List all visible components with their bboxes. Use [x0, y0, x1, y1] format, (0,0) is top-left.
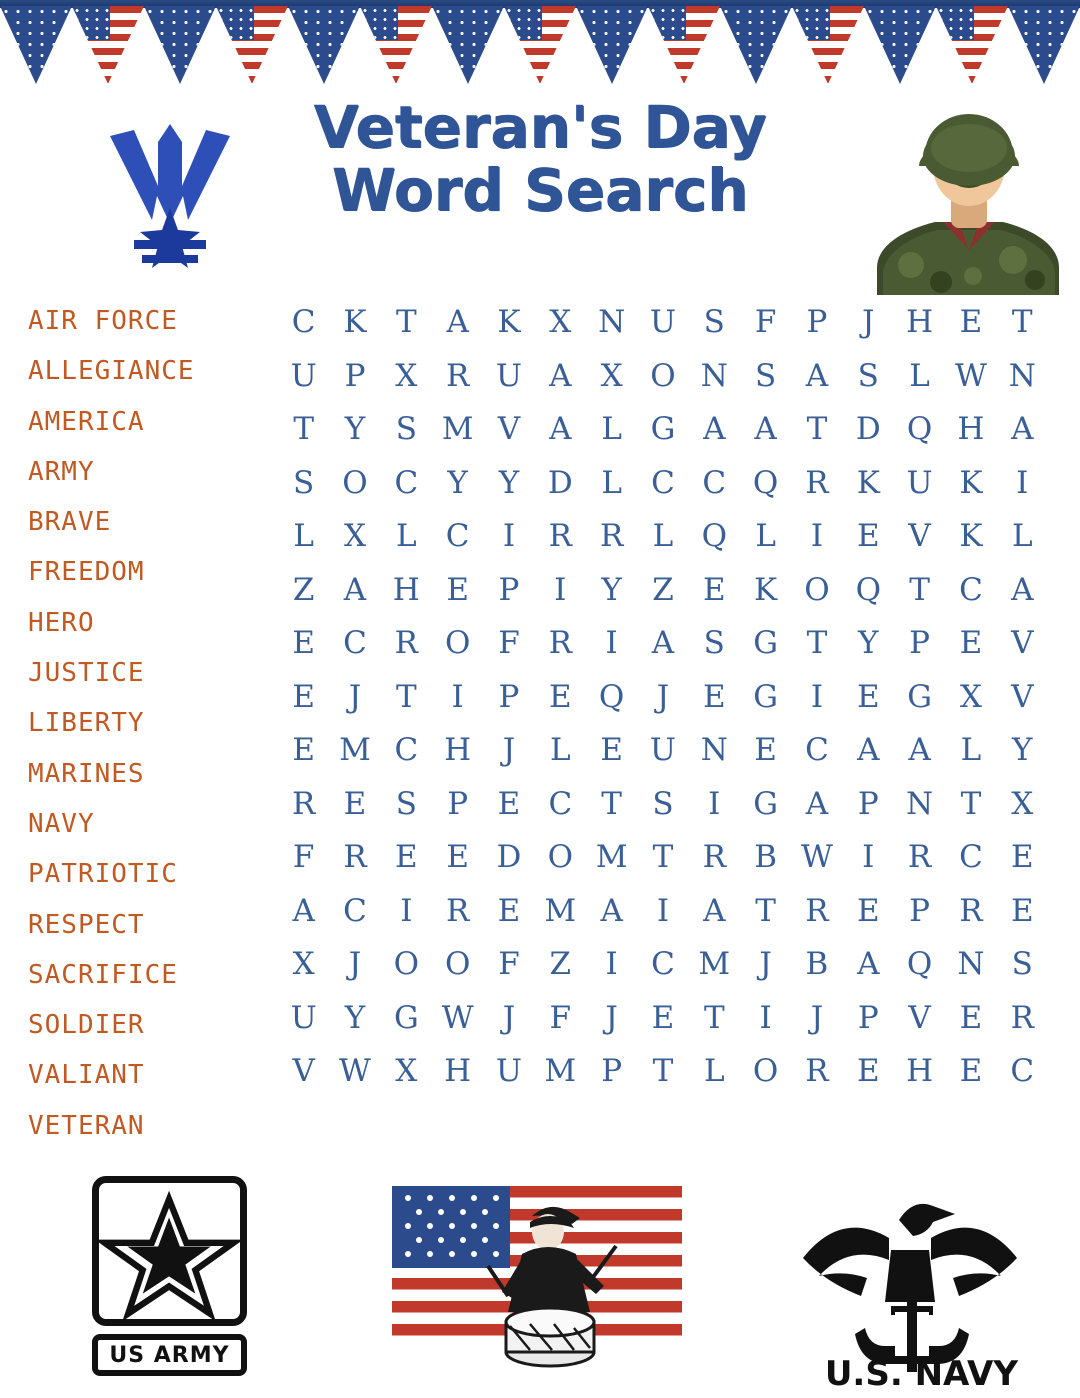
grid-cell[interactable]: X — [959, 678, 982, 715]
grid-cell[interactable]: M — [441, 411, 474, 448]
grid-cell[interactable]: Y — [601, 571, 622, 608]
grid-cell[interactable]: O — [547, 839, 574, 876]
grid-cell[interactable]: E — [292, 732, 315, 769]
grid-row — [278, 564, 1048, 618]
grid-cell[interactable]: O — [393, 946, 420, 983]
grid-cell[interactable]: O — [342, 464, 368, 501]
grid-cell[interactable]: X — [600, 357, 623, 394]
pennant-stars-icon — [288, 6, 360, 84]
grid-cell[interactable]: R — [445, 892, 470, 929]
grid-cell[interactable]: A — [703, 411, 726, 448]
grid-cell[interactable]: X — [292, 946, 315, 983]
grid-cell[interactable]: P — [447, 785, 469, 822]
grid-cell[interactable]: C — [959, 839, 983, 876]
grid-cell[interactable]: N — [906, 785, 934, 822]
grid-cell[interactable]: Y — [447, 464, 468, 501]
title-line-2: Word Search — [331, 155, 749, 224]
grid-cell[interactable]: T — [909, 571, 930, 608]
grid-cell[interactable]: T — [755, 892, 776, 929]
grid-cell[interactable]: E — [754, 732, 777, 769]
grid-cell[interactable]: V — [908, 999, 931, 1036]
grid-cell[interactable]: C — [343, 892, 367, 929]
grid-cell[interactable]: S — [857, 357, 879, 394]
grid-cell[interactable]: X — [549, 304, 572, 341]
grid-cell[interactable]: A — [805, 785, 829, 822]
grid-cell[interactable]: C — [651, 464, 675, 501]
grid-cell[interactable]: E — [395, 839, 418, 876]
grid-row — [278, 617, 1048, 671]
army-label: US ARMY — [92, 1334, 247, 1376]
grid-cell[interactable]: E — [651, 999, 675, 1036]
grid-cell[interactable]: V — [1011, 625, 1034, 662]
grid-cell[interactable]: J — [605, 999, 618, 1036]
grid-cell[interactable]: E — [497, 785, 521, 822]
grid-cell[interactable]: E — [856, 678, 880, 715]
grid-cell[interactable]: M — [698, 946, 731, 983]
pennant-flag-icon — [72, 6, 144, 84]
grid-cell[interactable]: T — [806, 411, 828, 448]
grid-cell[interactable]: F — [292, 839, 315, 876]
grid-row — [278, 724, 1048, 778]
grid-cell[interactable]: K — [754, 571, 778, 608]
grid-cell[interactable]: Q — [855, 571, 881, 608]
grid-cell[interactable]: U — [906, 464, 933, 501]
grid-cell[interactable]: I — [400, 892, 413, 929]
list-item: LIBERTY — [28, 708, 145, 739]
grid-cell[interactable]: B — [805, 946, 829, 983]
grid-cell[interactable]: C — [651, 946, 675, 983]
grid-cell[interactable]: O — [444, 946, 471, 983]
grid-cell[interactable]: R — [599, 518, 624, 555]
grid-cell[interactable]: C — [702, 464, 727, 501]
grid-cell[interactable]: F — [549, 999, 572, 1036]
word-list — [28, 296, 268, 1151]
grid-cell[interactable]: N — [957, 946, 985, 983]
list-item: VETERAN — [28, 1110, 145, 1141]
navy-label: U.S. NAVY — [824, 1354, 1018, 1394]
grid-cell[interactable]: P — [601, 1053, 623, 1090]
grid-cell[interactable]: E — [1010, 839, 1034, 876]
grid-cell[interactable]: D — [496, 839, 522, 876]
grid-cell[interactable]: L — [550, 732, 571, 769]
grid-cell[interactable]: G — [907, 678, 932, 715]
bunting-pennant-row — [0, 6, 1080, 90]
grid-cell[interactable]: Y — [498, 464, 520, 501]
grid-cell[interactable]: A — [600, 892, 623, 929]
grid-cell[interactable]: E — [600, 732, 623, 769]
grid-row — [278, 350, 1048, 404]
grid-cell[interactable]: Y — [344, 999, 366, 1036]
grid-cell[interactable]: E — [959, 625, 983, 662]
grid-cell[interactable]: T — [601, 785, 622, 822]
grid-cell[interactable]: A — [754, 411, 777, 448]
grid-cell[interactable]: P — [909, 625, 931, 662]
grid-cell[interactable]: R — [343, 839, 367, 876]
grid-cell[interactable]: S — [1011, 946, 1033, 983]
title-line-1: Veteran's Day — [313, 93, 767, 161]
grid-cell[interactable]: Q — [701, 518, 727, 555]
list-item: AIR FORCE — [28, 306, 178, 336]
grid-cell[interactable]: D — [547, 464, 573, 501]
grid-cell[interactable]: I — [810, 518, 824, 555]
grid-cell[interactable]: I — [708, 785, 721, 822]
list-item: VALIANT — [28, 1060, 145, 1091]
grid-cell[interactable]: T — [395, 304, 417, 341]
list-item: RESPECT — [28, 909, 145, 940]
grid-cell[interactable]: A — [549, 411, 572, 448]
grid-cell[interactable]: R — [548, 518, 572, 555]
grid-cell[interactable]: H — [906, 304, 934, 341]
grid-cell[interactable]: P — [498, 571, 520, 608]
grid-cell[interactable]: I — [605, 625, 618, 662]
pennant-stars-icon — [720, 6, 792, 84]
grid-cell[interactable]: T — [652, 1053, 674, 1090]
pennant-flag-icon — [792, 6, 864, 84]
grid-cell[interactable]: C — [343, 625, 367, 662]
grid-cell[interactable]: R — [394, 625, 418, 662]
grid-cell[interactable]: C — [1010, 1053, 1035, 1090]
american-flag-drummer-icon — [382, 1176, 692, 1376]
grid-cell[interactable]: A — [651, 625, 675, 662]
grid-cell[interactable]: J — [810, 999, 824, 1036]
grid-cell[interactable]: Q — [906, 411, 933, 448]
us-navy-emblem-icon — [795, 1180, 1025, 1380]
grid-cell[interactable]: J — [502, 999, 516, 1036]
grid-cell[interactable]: P — [857, 785, 879, 822]
grid-cell[interactable]: N — [1008, 357, 1036, 394]
grid-cell[interactable]: Y — [858, 625, 879, 662]
grid-cell[interactable]: R — [548, 625, 572, 662]
grid-cell[interactable]: P — [857, 999, 879, 1036]
list-item: SACRIFICE — [28, 959, 178, 990]
pennant-flag-icon — [936, 6, 1008, 84]
grid-cell[interactable]: L — [652, 518, 674, 555]
grid-cell[interactable]: M — [544, 1053, 577, 1090]
grid-cell[interactable]: E — [446, 839, 469, 876]
grid-cell[interactable]: E — [292, 678, 315, 715]
grid-row — [278, 403, 1048, 457]
pennant-stars-icon — [576, 6, 648, 84]
grid-cell[interactable]: R — [805, 1053, 829, 1090]
grid-cell[interactable]: I — [759, 999, 772, 1036]
grid-cell[interactable]: R — [805, 892, 829, 929]
grid-cell[interactable]: A — [446, 304, 469, 341]
grid-cell[interactable]: T — [1011, 304, 1033, 341]
grid-cell[interactable]: M — [544, 892, 577, 929]
grid-cell[interactable]: L — [960, 732, 982, 769]
grid-cell[interactable]: P — [806, 304, 828, 341]
grid-cell[interactable]: V — [908, 518, 931, 555]
grid-cell[interactable]: L — [755, 518, 776, 555]
grid-cell[interactable]: S — [293, 464, 315, 501]
grid-cell[interactable]: D — [855, 411, 881, 448]
grid-cell[interactable]: V — [497, 411, 521, 448]
grid-cell[interactable]: U — [649, 304, 677, 341]
grid-cell[interactable]: E — [497, 892, 521, 929]
grid-cell[interactable]: W — [339, 1053, 371, 1090]
army-star-box — [92, 1176, 247, 1326]
grid-cell[interactable]: C — [805, 732, 829, 769]
grid-row — [278, 671, 1048, 725]
soldier-illustration-icon — [863, 100, 1068, 295]
grid-cell[interactable]: U — [495, 357, 523, 394]
grid-cell[interactable]: A — [343, 571, 367, 608]
grid-cell[interactable]: K — [856, 464, 880, 501]
grid-cell[interactable]: S — [652, 785, 674, 822]
grid-cell[interactable]: O — [752, 1053, 779, 1090]
grid-cell[interactable]: J — [348, 678, 362, 715]
grid-cell[interactable]: E — [702, 678, 726, 715]
grid-cell[interactable]: C — [548, 785, 573, 822]
grid-cell[interactable]: Q — [598, 678, 625, 715]
grid-cell[interactable]: A — [1011, 411, 1034, 448]
pennant-stars-icon — [1008, 6, 1080, 84]
grid-cell[interactable]: U — [290, 999, 317, 1036]
list-item: AMERICA — [28, 406, 145, 437]
grid-cell[interactable]: S — [703, 625, 725, 662]
grid-cell[interactable]: X — [395, 357, 418, 394]
grid-cell[interactable]: I — [502, 518, 516, 555]
grid-cell[interactable]: R — [907, 839, 932, 876]
grid-cell[interactable]: K — [959, 518, 983, 555]
grid-cell[interactable]: L — [1011, 518, 1033, 555]
grid-cell[interactable]: S — [395, 411, 417, 448]
grid-cell[interactable]: T — [806, 625, 828, 662]
grid-cell[interactable]: G — [753, 678, 778, 715]
grid-row — [278, 1045, 1048, 1099]
pennant-flag-icon — [216, 6, 288, 84]
grid-cell[interactable]: I — [451, 678, 464, 715]
grid-cell[interactable]: A — [549, 357, 572, 394]
list-item: PATRIOTIC — [28, 859, 178, 890]
grid-cell[interactable]: O — [444, 625, 471, 662]
grid-cell[interactable]: S — [754, 357, 777, 394]
grid-cell[interactable]: V — [1011, 678, 1034, 715]
grid-cell[interactable]: W — [441, 999, 474, 1036]
list-item: NAVY — [28, 808, 95, 839]
grid-cell[interactable]: K — [343, 304, 367, 341]
grid-cell[interactable]: I — [862, 839, 875, 876]
grid-cell[interactable]: C — [959, 571, 983, 608]
grid-cell[interactable]: E — [959, 999, 983, 1036]
grid-row — [278, 885, 1048, 939]
grid-cell[interactable]: H — [444, 1053, 472, 1090]
grid-cell[interactable]: J — [862, 304, 875, 341]
grid-cell[interactable]: E — [856, 518, 880, 555]
pennant-stars-icon — [144, 6, 216, 84]
grid-cell[interactable]: L — [601, 464, 622, 501]
grid-row — [278, 831, 1048, 885]
grid-cell[interactable]: L — [703, 1053, 725, 1090]
grid-cell[interactable]: Q — [906, 946, 933, 983]
grid-cell[interactable]: S — [395, 785, 417, 822]
grid-cell[interactable]: Q — [752, 464, 779, 501]
grid-row — [278, 510, 1048, 564]
grid-cell[interactable]: G — [393, 999, 419, 1036]
grid-cell[interactable]: E — [446, 571, 469, 608]
grid-cell[interactable]: B — [754, 839, 777, 876]
grid-cell[interactable]: G — [753, 625, 778, 662]
grid-cell[interactable]: A — [908, 732, 931, 769]
grid-cell[interactable]: X — [1011, 785, 1034, 822]
grid-row — [278, 778, 1048, 832]
grid-cell[interactable]: X — [343, 518, 367, 555]
pennant-flag-icon — [648, 6, 720, 84]
grid-cell[interactable]: J — [502, 732, 516, 769]
grid-cell[interactable]: J — [656, 678, 670, 715]
grid-cell[interactable]: I — [656, 892, 670, 929]
grid-cell[interactable]: Z — [652, 571, 674, 608]
patriotic-bunting-banner — [0, 0, 1080, 90]
grid-cell[interactable]: H — [444, 732, 472, 769]
grid-cell[interactable]: Y — [1012, 732, 1033, 769]
grid-cell[interactable]: A — [703, 892, 726, 929]
grid-cell[interactable]: P — [344, 357, 366, 394]
grid-cell[interactable]: E — [1010, 892, 1034, 929]
grid-cell[interactable]: E — [959, 304, 983, 341]
grid-cell[interactable]: T — [960, 785, 982, 822]
grid-cell[interactable]: P — [498, 678, 520, 715]
grid-cell[interactable]: E — [702, 571, 726, 608]
grid-cell[interactable]: W — [801, 839, 833, 876]
grid-cell[interactable]: O — [804, 571, 830, 608]
grid-cell[interactable]: R — [291, 785, 316, 822]
grid-cell[interactable]: A — [857, 946, 880, 983]
grid-cell[interactable]: N — [700, 357, 728, 394]
grid-cell[interactable]: M — [595, 839, 628, 876]
grid-cell[interactable]: E — [856, 892, 880, 929]
grid-cell[interactable]: T — [652, 839, 674, 876]
grid-cell[interactable]: N — [598, 304, 626, 341]
grid-cell[interactable]: T — [703, 999, 725, 1036]
grid-cell[interactable]: J — [348, 946, 362, 983]
pennant-flag-icon — [504, 6, 576, 84]
list-item: JUSTICE — [28, 658, 145, 689]
word-search-grid — [278, 296, 1048, 1099]
grid-cell[interactable]: K — [959, 464, 983, 501]
grid-cell[interactable]: I — [810, 678, 824, 715]
list-item: HERO — [28, 607, 95, 638]
grid-cell[interactable]: E — [292, 625, 315, 662]
grid-cell[interactable]: L — [396, 518, 417, 555]
grid-cell[interactable]: N — [700, 732, 728, 769]
grid-cell[interactable]: H — [957, 411, 985, 448]
list-item: ARMY — [28, 456, 95, 487]
grid-cell[interactable]: I — [554, 571, 567, 608]
pennant-stars-icon — [0, 6, 72, 84]
grid-cell[interactable]: R — [1010, 999, 1034, 1036]
list-item: SOLDIER — [28, 1010, 145, 1041]
grid-cell[interactable]: A — [1011, 571, 1034, 608]
grid-cell[interactable]: W — [954, 357, 987, 394]
grid-cell[interactable]: L — [909, 357, 930, 394]
grid-cell[interactable]: H — [906, 1053, 934, 1090]
grid-cell[interactable]: T — [293, 411, 314, 448]
grid-cell[interactable]: F — [498, 625, 520, 662]
grid-cell[interactable]: X — [395, 1053, 418, 1090]
pennant-stars-icon — [432, 6, 504, 84]
grid-cell[interactable]: G — [650, 411, 676, 448]
grid-cell[interactable]: U — [649, 732, 677, 769]
list-item: MARINES — [28, 758, 145, 789]
grid-cell[interactable]: U — [290, 357, 317, 394]
grid-cell[interactable]: R — [445, 357, 470, 394]
pennant-flag-icon — [360, 6, 432, 84]
grid-cell[interactable]: G — [753, 785, 778, 822]
list-item: FREEDOM — [28, 557, 145, 588]
grid-cell[interactable]: O — [650, 357, 676, 394]
grid-cell[interactable]: E — [548, 678, 572, 715]
grid-cell[interactable]: P — [909, 892, 931, 929]
grid-cell[interactable]: C — [394, 464, 419, 501]
grid-cell[interactable]: Y — [344, 411, 366, 448]
grid-cell[interactable]: R — [959, 892, 983, 929]
grid-cell[interactable]: A — [857, 732, 880, 769]
grid-cell[interactable]: V — [292, 1053, 315, 1090]
grid-cell[interactable]: U — [495, 1053, 523, 1090]
grid-cell[interactable]: E — [856, 1053, 880, 1090]
grid-cell[interactable]: I — [605, 946, 618, 983]
grid-row — [278, 457, 1048, 511]
grid-cell[interactable]: A — [292, 892, 315, 929]
grid-cell[interactable]: J — [759, 946, 772, 983]
grid-cell[interactable]: I — [1016, 464, 1029, 501]
grid-cell[interactable]: F — [498, 946, 520, 983]
pennant-stars-icon — [864, 6, 936, 84]
grid-cell[interactable]: Z — [549, 946, 572, 983]
grid-cell[interactable]: T — [395, 678, 417, 715]
grid-cell[interactable]: E — [343, 785, 367, 822]
grid-cell[interactable]: C — [394, 732, 419, 769]
grid-cell[interactable]: E — [959, 1053, 983, 1090]
grid-cell[interactable]: C — [445, 518, 470, 555]
grid-cell[interactable]: A — [805, 357, 829, 394]
bottom-emblems — [0, 1168, 1080, 1398]
grid-cell[interactable]: R — [805, 464, 829, 501]
list-item: BRAVE — [28, 507, 112, 538]
grid-cell[interactable]: L — [293, 518, 314, 555]
grid-row — [278, 296, 1048, 350]
grid-row — [278, 938, 1048, 992]
grid-cell[interactable]: Z — [292, 571, 315, 608]
grid-row — [278, 992, 1048, 1046]
grid-cell[interactable]: S — [703, 304, 725, 341]
grid-cell[interactable]: C — [291, 304, 316, 341]
grid-cell[interactable]: F — [754, 304, 777, 341]
grid-cell[interactable]: K — [497, 304, 521, 341]
list-item: ALLEGIANCE — [28, 356, 195, 387]
grid-cell[interactable]: L — [601, 411, 622, 448]
grid-cell[interactable]: H — [392, 571, 420, 608]
grid-cell[interactable]: R — [702, 839, 726, 876]
grid-cell[interactable]: M — [339, 732, 371, 769]
us-army-emblem-icon — [92, 1176, 257, 1386]
